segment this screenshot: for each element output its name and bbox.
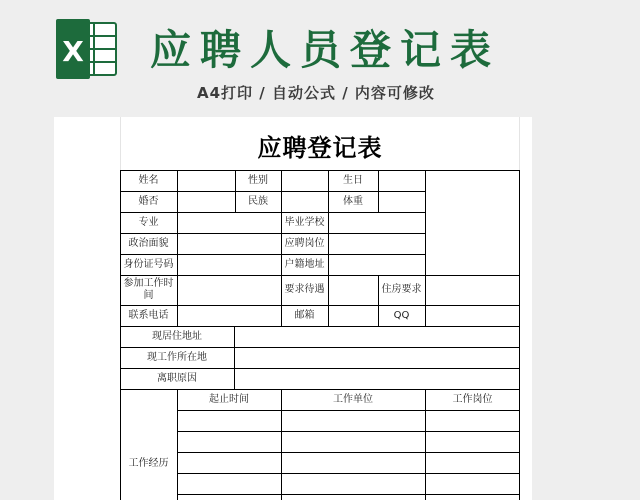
page-title: 应聘人员登记表 <box>150 26 500 74</box>
label-salary-requirement: 要求待遇 <box>284 284 325 295</box>
label-current-workplace: 现工作所在地 <box>147 351 207 363</box>
document-title: 应聘登记表 <box>257 134 383 162</box>
work-table-header-period: 起止时间 <box>209 393 249 405</box>
label-household: 户籍地址 <box>284 258 325 270</box>
label-political: 政治面貌 <box>128 237 169 249</box>
svg-text:X: X <box>62 35 84 68</box>
label-weight: 体重 <box>343 195 363 207</box>
label-major: 专业 <box>138 216 159 228</box>
work-table-header-company: 工作单位 <box>333 393 373 405</box>
label-work-history: 工作经历 <box>128 458 169 469</box>
label-current-address: 现居住地址 <box>152 330 202 342</box>
label-housing-requirement: 住房要求 <box>381 284 422 295</box>
label-gender: 性别 <box>248 174 268 186</box>
label-id-number: 身份证号码 <box>123 258 174 270</box>
label-school: 毕业学校 <box>284 216 325 228</box>
registration-form <box>120 170 520 500</box>
page-subtitle: A4打印 / 自动公式 / 内容可修改 <box>197 84 435 102</box>
label-mailbox: 邮箱 <box>294 309 315 321</box>
label-ethnicity: 民族 <box>248 195 268 207</box>
label-phone: 联系电话 <box>128 309 169 321</box>
label-leave-reason: 离职原因 <box>157 372 197 384</box>
excel-icon <box>54 19 118 79</box>
label-position: 应聘岗位 <box>284 237 325 249</box>
work-table-header-post: 工作岗位 <box>452 393 493 405</box>
label-name: 姓名 <box>138 174 159 186</box>
label-marital: 婚否 <box>138 195 159 207</box>
label-birthday: 生日 <box>343 174 363 186</box>
label-work-start: 参加工作时间 <box>123 278 174 301</box>
label-qq: QQ <box>393 309 410 321</box>
